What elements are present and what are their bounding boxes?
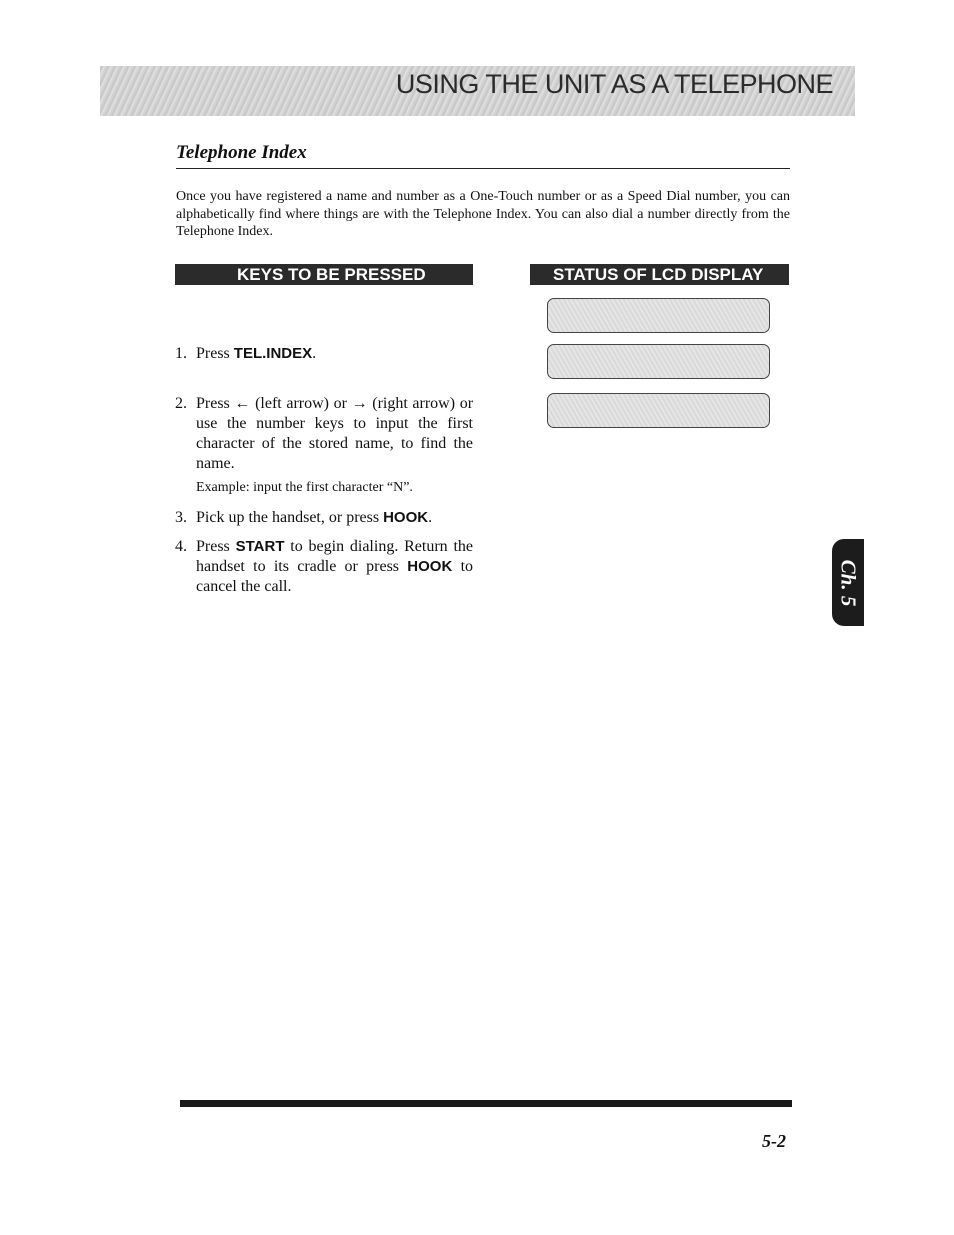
page-number: 5-2 xyxy=(762,1131,786,1151)
section-rule xyxy=(176,168,790,169)
step-text: . xyxy=(312,345,317,362)
step-text: . xyxy=(428,509,433,526)
key-start: START xyxy=(235,538,285,555)
chapter-tab-label: Ch. 5 xyxy=(836,559,861,606)
left-arrow-icon: ← xyxy=(234,395,251,412)
keys-column-header xyxy=(175,264,473,285)
chapter-banner xyxy=(100,66,855,116)
step-text: Pick up the handset, or press xyxy=(196,509,380,526)
chapter-tab xyxy=(832,539,864,626)
step-4 xyxy=(175,537,473,597)
key-hook: HOOK xyxy=(383,509,429,526)
status-column-label: STATUS OF LCD DISPLAY xyxy=(553,265,764,284)
lcd-display-2 xyxy=(547,344,770,379)
step-text: Press xyxy=(196,395,230,412)
footer-rule xyxy=(180,1100,792,1107)
step-number: 4. xyxy=(175,538,187,555)
step-number: 3. xyxy=(175,509,187,526)
step-number: 2. xyxy=(175,395,187,412)
step-3 xyxy=(175,508,473,528)
step-text: to begin dialing. Return the handset to its cradle or press xyxy=(196,538,474,575)
steps-list xyxy=(175,344,473,597)
step-number: 1. xyxy=(175,345,187,362)
right-arrow-icon: → xyxy=(351,395,368,412)
keys-column-label: KEYS TO BE PRESSED xyxy=(237,265,426,284)
lcd-line-1 xyxy=(558,426,769,428)
lcd-line-1 xyxy=(558,331,769,333)
step-text: to cancel the call. xyxy=(196,558,474,595)
example-note: Example: input the first character “N”. xyxy=(196,480,413,495)
step-text: Press xyxy=(196,345,230,362)
status-column-header xyxy=(530,264,789,285)
banner-title: USING THE UNIT AS A TELEPHONE xyxy=(395,69,833,99)
lcd-display-1 xyxy=(547,298,770,333)
lcd-display-3 xyxy=(547,393,770,428)
step-2 xyxy=(175,394,473,498)
step-1 xyxy=(175,344,473,364)
key-hook: HOOK xyxy=(407,558,453,575)
section-title: Telephone Index xyxy=(176,142,307,163)
key-tel-index: TEL.INDEX xyxy=(233,345,313,362)
intro-paragraph: Once you have registered a name and number as a One-Touch number or as a Speed Dial number, you can alphabetically find where things are with the Telephone Index. You can also dial a number directly from the Telephone Index. xyxy=(176,189,790,239)
step-text: (left arrow) or xyxy=(255,395,347,412)
step-text: (right arrow) or use the number keys to input the first character of the stored name, to find the name. xyxy=(196,395,474,472)
lcd-line-1 xyxy=(558,377,769,379)
step-text: Press xyxy=(196,538,230,555)
